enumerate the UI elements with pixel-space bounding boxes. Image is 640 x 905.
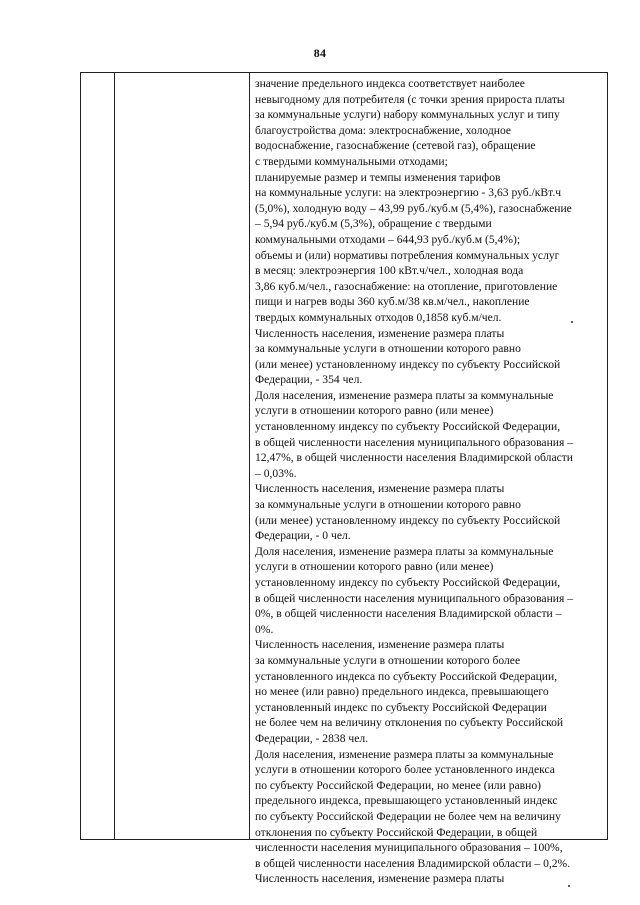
text-line: – 0,03%. (255, 466, 297, 480)
text-line: Численность населения, изменение размера платы (255, 872, 505, 886)
text-line: Федерации, - 0 чел. (255, 529, 351, 543)
text-line: Численность населения, изменение размера платы (255, 482, 505, 496)
text-line: не более чем на величину отклонения по субъекту Российской (255, 716, 564, 730)
text-line: установленному индексу по субъекту Российской Федерации, (255, 576, 561, 589)
text-line: значение предельного индекса соответствует наиболее (255, 77, 525, 90)
text-line: коммунальными отходами – 644,93 руб./куб.м (5,4%); (255, 232, 521, 246)
text-line: в общей численности населения Владимирской области – 0,2%. (255, 856, 571, 870)
text-line: численности населения муниципального образования – 100%, (255, 841, 563, 855)
text-line: установленному индексу по субъекту Российской Федерации, (255, 420, 561, 434)
text-line: в общей численности населения муниципального образования – (255, 591, 574, 605)
text-line: Федерации, - 354 чел. (255, 373, 363, 387)
text-line: предельного индекса, превышающего установленный индекс (255, 794, 558, 808)
scan-speck (568, 885, 570, 887)
column-divider-1 (114, 73, 115, 839)
text-line: объемы и (или) нормативы потребления коммунальных услуг (255, 248, 560, 262)
text-line: – 5,94 руб./куб.м (5,3%), обращение с твердыми (255, 217, 492, 231)
text-line: отклонения по субъекту Российской Федерации, в общей (255, 825, 538, 839)
text-line: услуги в отношении которого равно (или менее) (255, 560, 494, 574)
text-line: за коммунальные услуги в отношении которого равно (255, 498, 521, 512)
text-line: на коммунальные услуги: на электроэнергию - 3,63 руб./кВт.ч (255, 186, 562, 200)
text-line: установленного индекса по субъекту Российской Федерации, (255, 669, 558, 683)
text-line: Численность населения, изменение размера платы (255, 326, 505, 340)
text-line: Доля населения, изменение размера платы за коммунальные (255, 747, 554, 761)
column-divider-2 (249, 73, 250, 839)
text-line: благоустройства дома: электроснабжение, холодное (255, 123, 512, 137)
document-table (80, 72, 608, 886)
text-line: услуги в отношении которого более установленного индекса (255, 763, 555, 777)
text-line: Доля населения, изменение размера платы за коммунальные (255, 544, 554, 558)
text-line: установленный индекс по субъекту Российской Федерации (255, 700, 547, 714)
text-line: Численность населения, изменение размера платы (255, 638, 505, 652)
text-line: в месяц: электроэнергия 100 кВт.ч/чел., холодная вода (255, 264, 524, 278)
text-line: (5,0%), холодную воду – 43,99 руб./куб.м (5,4%), газоснабжение (255, 201, 572, 215)
text-line: планируемые размер и темпы изменения тарифов (255, 170, 501, 184)
text-line: (или менее) установленному индексу по субъекту Российской (255, 357, 561, 371)
page-number: 84 (313, 46, 327, 60)
text-line: 3,86 куб.м/чел., газоснабжение: на отопление, приготовление (255, 279, 558, 293)
text-line: 0%, в общей численности населения Владимирской области – (255, 607, 562, 621)
text-line: по субъекту Российской Федерации не более чем на величину (255, 809, 561, 823)
text-line: 0%. (255, 622, 274, 636)
text-line: твердых коммунальных отходов 0,1858 куб.м/чел. (255, 310, 502, 324)
text-line: водоснабжение, газоснабжение (сетевой газ), обращение (255, 139, 536, 153)
text-line: в общей численности населения муниципального образования – (255, 435, 574, 449)
text-line: по субъекту Российской Федерации, но менее (или равно) (255, 778, 541, 792)
scan-speck (571, 321, 573, 323)
table-cell-text (255, 76, 605, 887)
text-line: за коммунальные услуги) набору коммунальных услуг и типу (255, 108, 560, 122)
text-line: за коммунальные услуги в отношении которого более (255, 653, 521, 667)
text-line: с твердыми коммунальными отходами; (255, 154, 448, 168)
text-line: 12,47%, в общей численности населения Владимирской области (255, 451, 574, 465)
text-line: невыгодному для потребителя (с точки зрения прироста платы (255, 92, 565, 106)
text-line: пищи и нагрев воды 360 куб.м/38 кв.м/чел., накопление (255, 295, 530, 309)
text-line: Федерации, - 2838 чел. (255, 731, 369, 745)
text-line: услуги в отношении которого равно (или менее) (255, 404, 494, 418)
text-line: Доля населения, изменение размера платы за коммунальные (255, 388, 554, 402)
text-line: (или менее) установленному индексу по субъекту Российской (255, 513, 561, 527)
text-line: за коммунальные услуги в отношении которого равно (255, 342, 521, 356)
text-line: но менее (или равно) предельного индекса, превышающего (255, 685, 549, 699)
